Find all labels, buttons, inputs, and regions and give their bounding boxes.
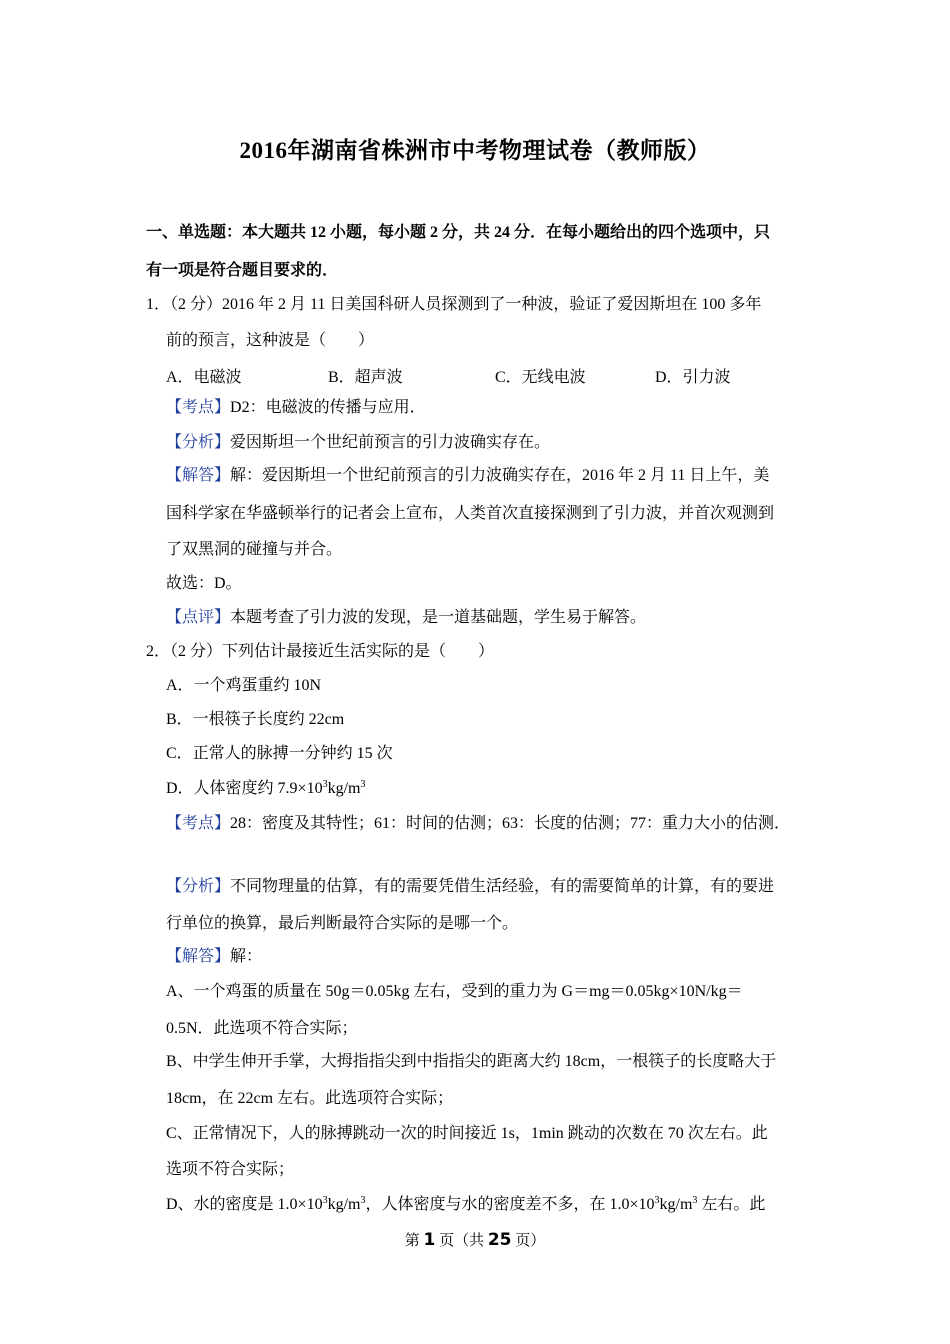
q2-option-d <box>166 779 365 799</box>
q2-answer-d-exp1: 3 <box>322 1195 328 1206</box>
q2-option-d-unit: kg/m <box>327 780 361 797</box>
q1-kaodian <box>166 398 426 418</box>
q2-kaodian-tag: 【考点】 <box>166 815 231 832</box>
footer-page-number: 1 <box>423 1230 436 1250</box>
q2-answer-a-line1: A、一个鸡蛋的质量在 50g＝0.05kg 左右，受到的重力为 G＝mg＝0.05kg×10N/kg＝ <box>166 983 743 1000</box>
q2-answer-b-line2: 18cm，在 22cm 左右。此选项符合实际； <box>166 1090 454 1107</box>
q2-answer-d-part1: D、水的密度是 1.0×10 <box>166 1196 323 1213</box>
q1-option-b: B．超声波 <box>328 369 403 386</box>
q2-answer-d-line1 <box>166 1195 765 1215</box>
q2-jieda-text: 解： <box>230 948 263 965</box>
q2-answer-d-part4: kg/m <box>659 1196 693 1213</box>
q1-jieda-line2: 国科学家在华盛顿举行的记者会上宣布，人类首次直接探测到了引力波，并首次观测到 <box>166 505 775 522</box>
q1-kaodian-text: D2：电磁波的传播与应用． <box>230 399 426 416</box>
page-footer <box>0 1229 950 1250</box>
q2-answer-c-line1: C、正常情况下，人的脉搏跳动一次的时间接近 1s，1min 跳动的次数在 70 次左右。此 <box>166 1125 768 1142</box>
q2-answer-d-exp3: 3 <box>654 1195 660 1206</box>
q1-option-d: D．引力波 <box>655 369 731 386</box>
q1-jieda <box>166 466 769 486</box>
q1-choice: 故选：D。 <box>166 575 242 592</box>
q1-dianping <box>166 608 646 628</box>
q2-answer-d-exp2: 3 <box>360 1195 366 1206</box>
q2-kaodian <box>166 814 790 834</box>
q1-fenxi-text: 爱因斯坦一个世纪前预言的引力波确实存在。 <box>230 434 551 451</box>
q2-answer-d-exp4: 3 <box>692 1195 698 1206</box>
section-heading-line2: 有一项是符合题目要求的． <box>146 262 339 279</box>
q1-stem-line2: 前的预言，这种波是（ ） <box>166 332 375 349</box>
q1-dianping-tag: 【点评】 <box>166 609 231 626</box>
q2-option-c: C．正常人的脉搏一分钟约 15 次 <box>166 745 393 762</box>
q2-option-a: A．一个鸡蛋重约 10N <box>166 677 322 694</box>
q2-fenxi-line2: 行单位的换算，最后判断最符合实际的是哪一个。 <box>166 915 519 932</box>
footer-total-pages: 25 <box>487 1230 512 1250</box>
q1-jieda-tag: 【解答】 <box>166 467 231 484</box>
page-title: 2016年湖南省株洲市中考物理试卷（教师版） <box>239 138 711 163</box>
q2-jieda <box>166 947 262 967</box>
footer-middle: 页（共 <box>435 1233 488 1249</box>
q2-jieda-tag: 【解答】 <box>166 948 231 965</box>
q1-dianping-text: 本题考查了引力波的发现，是一道基础题，学生易于解答。 <box>230 609 647 626</box>
q2-answer-b-line1: B、中学生伸开手掌，大拇指指尖到中指指尖的距离大约 18cm，一根筷子的长度略大于 <box>166 1053 777 1070</box>
footer-suffix: 页） <box>511 1233 546 1249</box>
q2-stem: 2．（2 分）下列估计最接近生活实际的是（ ） <box>146 643 495 660</box>
q1-kaodian-tag: 【考点】 <box>166 399 231 416</box>
q1-fenxi-tag: 【分析】 <box>166 434 231 451</box>
footer-prefix: 第 <box>404 1233 424 1249</box>
q2-kaodian-text: 28：密度及其特性；61：时间的估测；63：长度的估测；77：重力大小的估测． <box>230 815 791 832</box>
q1-stem-line1: 1．（2 分）2016 年 2 月 11 日美国科研人员探测到了一种波，验证了爱因斯坦在 100 多年 <box>146 296 762 313</box>
q2-answer-d-part3: ，人体密度与水的密度差不多，在 1.0×10 <box>365 1196 655 1213</box>
q2-answer-d-part5: 左右。此 <box>697 1196 766 1213</box>
q2-fenxi-tag: 【分析】 <box>166 878 231 895</box>
q2-option-d-exp2: 3 <box>360 779 366 790</box>
section-heading-line1: 一、单选题：本大题共 12 小题，每小题 2 分，共 24 分．在每小题给出的四个选项中，只 <box>146 224 771 241</box>
q1-fenxi <box>166 433 550 453</box>
q2-fenxi <box>166 877 774 897</box>
q2-option-d-exp: 3 <box>322 779 328 790</box>
q2-fenxi-line1: 不同物理量的估算，有的需要凭借生活经验，有的需要简单的计算，有的要进 <box>230 878 775 895</box>
q2-answer-c-line2: 选项不符合实际； <box>166 1161 295 1178</box>
q1-jieda-line3: 了双黑洞的碰撞与并合。 <box>166 541 343 558</box>
q1-jieda-line1: 解：爱因斯坦一个世纪前预言的引力波确实存在，2016 年 2 月 11 日上午，美 <box>230 467 770 484</box>
q1-option-a: A．电磁波 <box>166 369 242 386</box>
q2-option-b: B．一根筷子长度约 22cm <box>166 711 345 728</box>
q1-option-c: C．无线电波 <box>495 369 586 386</box>
q2-answer-a-line2: 0.5N．此选项不符合实际； <box>166 1020 358 1037</box>
q2-option-d-text: D．人体密度约 7.9×10 <box>166 780 323 797</box>
q2-answer-d-part2: kg/m <box>327 1196 361 1213</box>
